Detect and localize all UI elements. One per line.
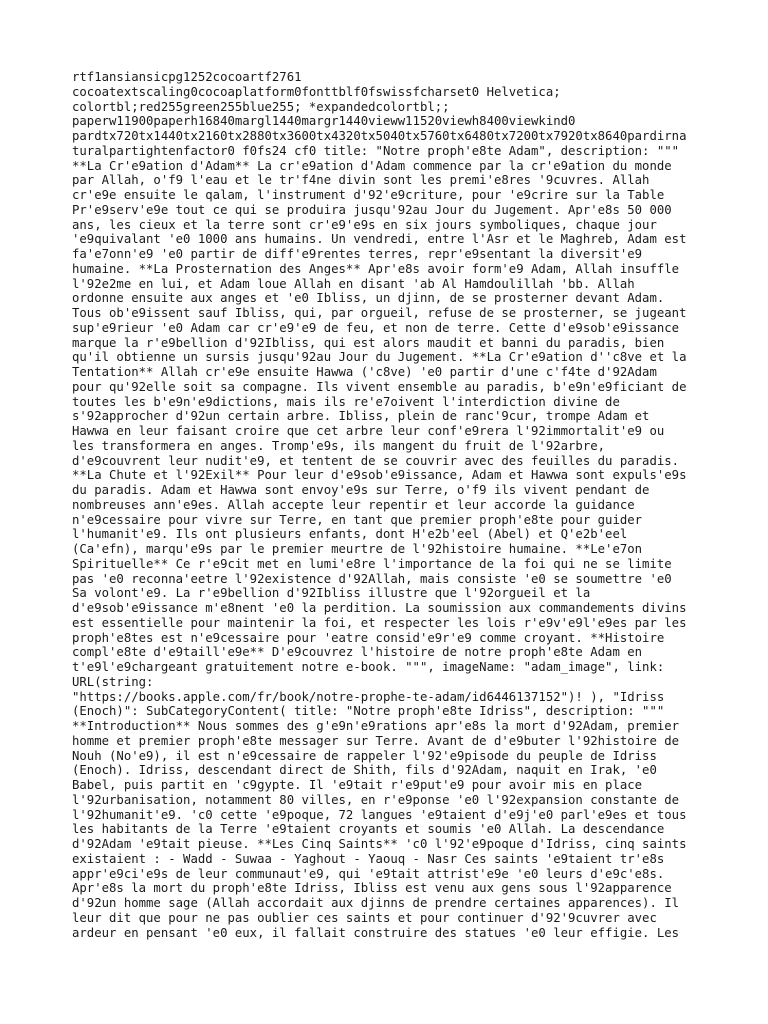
text-line: URL(string: (72, 674, 154, 689)
text-line: d'e9sob'e9issance m'e8nent 'e0 la perdition. La soumission aux commandements divins (72, 601, 687, 615)
document-text (72, 70, 712, 940)
text-line: cocoatextscaling0cocoaplatform0fonttblf0fswissfcharset0 Helvetica; (72, 84, 561, 99)
text-line: paperw11900paperh16840margl1440margr1440vieww11520viewh8400viewkind0 (72, 114, 576, 129)
text-line: cr'e9e ensuite le qalam, l'instrument d'92'e9criture, pour 'e9crire sur la Table (72, 188, 665, 202)
text-line: pas 'e0 reconna'eetre l'92existence d'92Allah, mais consiste 'e0 se soumettre 'e0 (72, 571, 672, 586)
text-line: ardeur en pensant 'e0 eux, il fallait construire des statues 'e0 leur effigie. Les (72, 925, 680, 940)
text-line: **La Cr'e9ation d'Adam** La cr'e9ation d'Adam commence par la cr'e9ation du monde (72, 158, 672, 173)
text-line: l'92urbanisation, notamment 80 villes, en r'e9ponse 'e0 l'92expansion constante de (72, 792, 680, 807)
text-line: nombreuses ann'e9es. Allah accepte leur repentir et leur accorde la guidance (72, 497, 635, 512)
text-line: Pr'e9serv'e9e tout ce qui se produira jusqu'92au Jour du Jugement. Apr'e8s 50 000 (72, 202, 672, 217)
text-line: l'92e2me en lui, et Adam loue Allah en disant 'ab Al Hamdoulillah 'bb. Allah (72, 276, 635, 291)
text-line: l'92humanit'e9. 'c0 cette 'e9poque, 72 langues 'e9taient d'e9j'e0 parl'e9es et tous (72, 807, 687, 822)
text-line: Tous ob'e9issent sauf Ibliss, qui, par orgueil, refuse de se prosterner, se jugeant (72, 306, 687, 320)
text-line: d'e9couvrent leur nudit'e9, et tentent de se couvrir avec des feuilles du paradis. (72, 453, 680, 468)
text-line: toutes les b'e9n'e9dictions, mais ils re'e7oivent l'interdiction divine de (72, 394, 620, 409)
text-line: fa'e7onn'e9 'e0 partir de diff'e9rentes terres, repr'e9sentant la diversit'e9 (72, 247, 643, 261)
text-line: 'e9quivalant 'e0 1000 ans humains. Un vendredi, entre l'Asr et le Maghreb, Adam est (72, 232, 687, 247)
text-line: Babel, puis partit en 'c9gypte. Il 'e9tait r'e9put'e9 pour avoir mis en place (72, 778, 643, 792)
text-line: pour qu'92elle soit sa compagne. Ils vivent ensemble au paradis, b'e9n'e9ficiant de (72, 379, 687, 394)
text-line: du paradis. Adam et Hawwa sont envoy'e9s sur Terre, o'f9 ils vivent pendant de (72, 483, 650, 497)
text-line: (Ca'efn), marqu'e9s par le premier meurtre de l'92histoire humaine. **Le'e7on (72, 542, 643, 556)
text-line: Sa volont'e9. La r'e9bellion d'92Ibliss illustre que l'92orgueil et la (72, 586, 591, 601)
text-line: "https://books.apple.com/fr/book/notre-prophe-te-adam/id6446137152")! ), "Idriss (72, 689, 665, 704)
text-line: d'92un homme sage (Allah accordait aux djinns de prendre certaines apparences). Il (72, 896, 680, 910)
text-line: d'92Adam 'e9tait pieuse. **Les Cinq Saints** 'c0 l'92'e9poque d'Idriss, cinq saints (72, 837, 687, 851)
text-line: Apr'e8s la mort du proph'e8te Idriss, Ibliss est venu aux gens sous l'92apparence (72, 881, 672, 896)
text-line: Nouh (No'e9), il est n'e9cessaire de rappeler l'92'e9pisode du peuple de Idriss (72, 748, 657, 763)
text-line: compl'e8te d'e9taill'e9e** D'e9couvrez l'histoire de notre proph'e8te Adam en (72, 645, 643, 660)
text-line: t'e9l'e9chargeant gratuitement notre e-book. """, imageName: "adam_image", link: (72, 660, 665, 674)
text-line: homme et premier proph'e8te messager sur Terre. Avant de d'e9buter l'92histoire de (72, 733, 680, 748)
text-line: n'e9cessaire pour vivre sur Terre, en tant que premier proph'e8te pour guider (72, 512, 643, 527)
text-line: Tentation** Allah cr'e9e ensuite Hawwa ('c8ve) 'e0 partir d'une c'f4te d'92Adam (72, 365, 657, 379)
text-line: par Allah, o'f9 l'eau et le tr'f4ne divin sont les premi'e8res '9cuvres. Allah (72, 173, 650, 188)
text-line: marque la r'e9bellion d'92Ibliss, qui est alors maudit et banni du paradis, bien (72, 335, 665, 350)
text-line: ordonne ensuite aux anges et 'e0 Ibliss, un djinn, de se prosterner devant Adam. (72, 291, 665, 306)
text-line: **La Chute et l'92Exil** Pour leur d'e9sob'e9issance, Adam et Hawwa sont expuls'e9s (72, 468, 687, 483)
text-line: Hawwa en leur faisant croire que cet arbre leur conf'e9rera l'92immortalit'e9 ou (72, 424, 665, 438)
text-line: humaine. **La Prosternation des Anges** Apr'e8s avoir form'e9 Adam, Allah insuffle (72, 261, 680, 276)
text-line: proph'e8tes est n'e9cessaire pour 'eatre consid'e9r'e9 comme croyant. **Histoire (72, 630, 665, 645)
text-line: l'humanit'e9. Ils ont plusieurs enfants, dont H'e2b'eel (Abel) et Q'e2b'eel (72, 527, 628, 542)
text-line: (Enoch)": SubCategoryContent( title: "Notre proph'e8te Idriss", description: """ (72, 704, 665, 719)
text-line: leur dit que pour ne pas oublier ces saints et pour continuer d'92'9cuvrer avec (72, 910, 657, 925)
text-line: pardtx720tx1440tx2160tx2880tx3600tx4320tx5040tx5760tx6480tx7200tx7920tx8640pardirna (72, 129, 687, 143)
text-line: les transformera en anges. Tromp'e9s, ils mangent du fruit de l'92arbre, (72, 438, 606, 453)
text-line: rtf1ansiansicpg1252cocoartf2761 (72, 70, 302, 84)
text-line: **Introduction** Nous sommes des g'e9n'e9rations apr'e8s la mort d'92Adam, premier (72, 719, 680, 733)
text-line: turalpartightenfactor0 f0fs24 cf0 title: "Notre proph'e8te Adam", description: """ (72, 143, 680, 158)
text-line: (Enoch). Idriss, descendant direct de Shith, fils d'92Adam, naquit en Irak, 'e0 (72, 763, 657, 778)
text-line: s'92approcher d'92un certain arbre. Ibliss, plein de ranc'9cur, trompe Adam et (72, 409, 650, 424)
text-line: existaient : - Wadd - Suwaa - Yaghout - Yaouq - Nasr Ces saints 'e9taient tr'e8s (72, 851, 665, 866)
text-line: qu'il obtienne un sursis jusqu'92au Jour du Jugement. **La Cr'e9ation d''c8ve et la (72, 350, 687, 365)
text-line: sup'e9rieur 'e0 Adam car cr'e9'e9 de feu, et non de terre. Cette d'e9sob'e9issance (72, 320, 680, 335)
text-line: ans, les cieux et la terre sont cr'e9'e9s en six jours symboliques, chaque jour (72, 217, 657, 232)
text-line: appr'e9ci'e9s de leur communaut'e9, qui 'e9tait attrist'e9e 'e0 leurs d'e9c'e8s. (72, 866, 665, 881)
text-line: Spirituelle** Ce r'e9cit met en lumi'e8re l'importance de la foi qui ne se limite (72, 556, 672, 571)
text-line: les habitants de la Terre 'e9taient croyants et soumis 'e0 Allah. La descendance (72, 822, 665, 837)
text-line: est essentielle pour maintenir la foi, et respecter les lois r'e9v'e9l'e9es par les (72, 615, 687, 630)
text-line: colortbl;red255green255blue255; *expandedcolortbl;; (72, 99, 450, 114)
